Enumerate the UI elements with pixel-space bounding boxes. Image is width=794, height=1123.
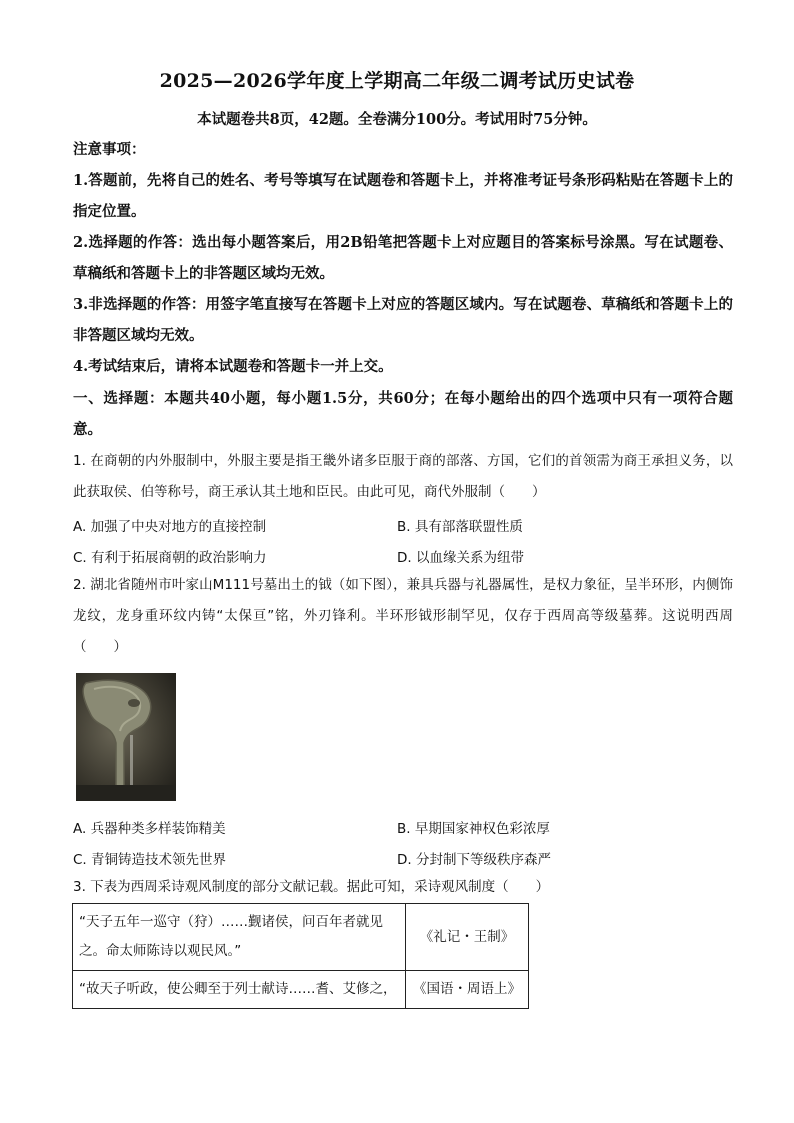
bronze-yue-axe-photo bbox=[76, 673, 176, 801]
notice-item-4: 4.考试结束后，请将本试题卷和答题卡一并上交。 bbox=[73, 358, 393, 375]
q2-option-b: B. 早期国家神权色彩浓厚 bbox=[397, 821, 550, 837]
q1-option-d: D. 以血缘关系为纽带 bbox=[397, 550, 524, 566]
table-cell-quote: “故天子听政，使公卿至于列士献诗……耆、艾修之， bbox=[73, 971, 406, 1009]
question-2-stem: 2. 湖北省随州市叶家山M111号墓出土的钺（如下图），兼具兵器与礼器属性，是权力象征，呈半环形，内侧饰龙纹，龙身重环纹内铸“太保亘”铭，外刃锋利。半环形钺形制罕见，仅存于西周高等级墓葬。这说明西周（ ） bbox=[73, 577, 733, 655]
notice-item-2: 2.选择题的作答：选出每小题答案后，用2B铅笔把答题卡上对应题目的答案标号涂黑。写在试题卷、草稿纸和答题卡上的非答题区域均无效。 bbox=[73, 234, 733, 282]
q1-option-c: C. 有利于拓展商朝的政治影响力 bbox=[73, 550, 267, 566]
table-cell-quote: “天子五年一巡守（狩）……觐诸侯，问百年者就见之。命太师陈诗以观民风。” bbox=[73, 904, 406, 971]
table-row bbox=[73, 904, 529, 971]
exam-subtitle: 本试题卷共8页，42题。全卷满分100分。考试用时75分钟。 bbox=[197, 111, 597, 128]
source-table bbox=[72, 903, 529, 1009]
question-3-stem: 3. 下表为西周采诗观风制度的部分文献记载。据此可知，采诗观风制度（ ） bbox=[73, 879, 550, 895]
table-row bbox=[73, 971, 529, 1009]
question-1-stem: 1. 在商朝的内外服制中，外服主要是指王畿外诸多臣服于商的部落、方国，它们的首领需为商王承担义务，以此获取侯、伯等称号，商王承认其土地和臣民。由此可见，商代外服制（ ） bbox=[73, 453, 733, 500]
q2-option-d: D. 分封制下等级秩序森严 bbox=[397, 852, 551, 868]
notice-item-1: 1.答题前，先将自己的姓名、考号等填写在试题卷和答题卡上，并将准考证号条形码粘贴在答题卡上的指定位置。 bbox=[73, 172, 733, 220]
q2-option-c: C. 青铜铸造技术领先世界 bbox=[73, 852, 227, 868]
section-heading: 一、选择题：本题共40小题，每小题1.5分，共60分；在每小题给出的四个选项中只有一项符合题意。 bbox=[73, 390, 733, 438]
notice-item-3: 3.非选择题的作答：用签字笔直接写在答题卡上对应的答题区域内。写在试题卷、草稿纸和答题卡上的非答题区域均无效。 bbox=[73, 296, 733, 344]
table-cell-source: 《礼记・王制》 bbox=[406, 904, 529, 971]
exam-title: 2025—2026学年度上学期高二年级二调考试历史试卷 bbox=[159, 70, 635, 92]
notice-heading: 注意事项： bbox=[73, 141, 146, 158]
q1-option-b: B. 具有部落联盟性质 bbox=[397, 519, 523, 535]
table-cell-source: 《国语・周语上》 bbox=[406, 971, 529, 1009]
q1-option-a: A. 加强了中央对地方的直接控制 bbox=[73, 519, 267, 535]
q2-option-a: A. 兵器种类多样装饰精美 bbox=[73, 821, 226, 837]
